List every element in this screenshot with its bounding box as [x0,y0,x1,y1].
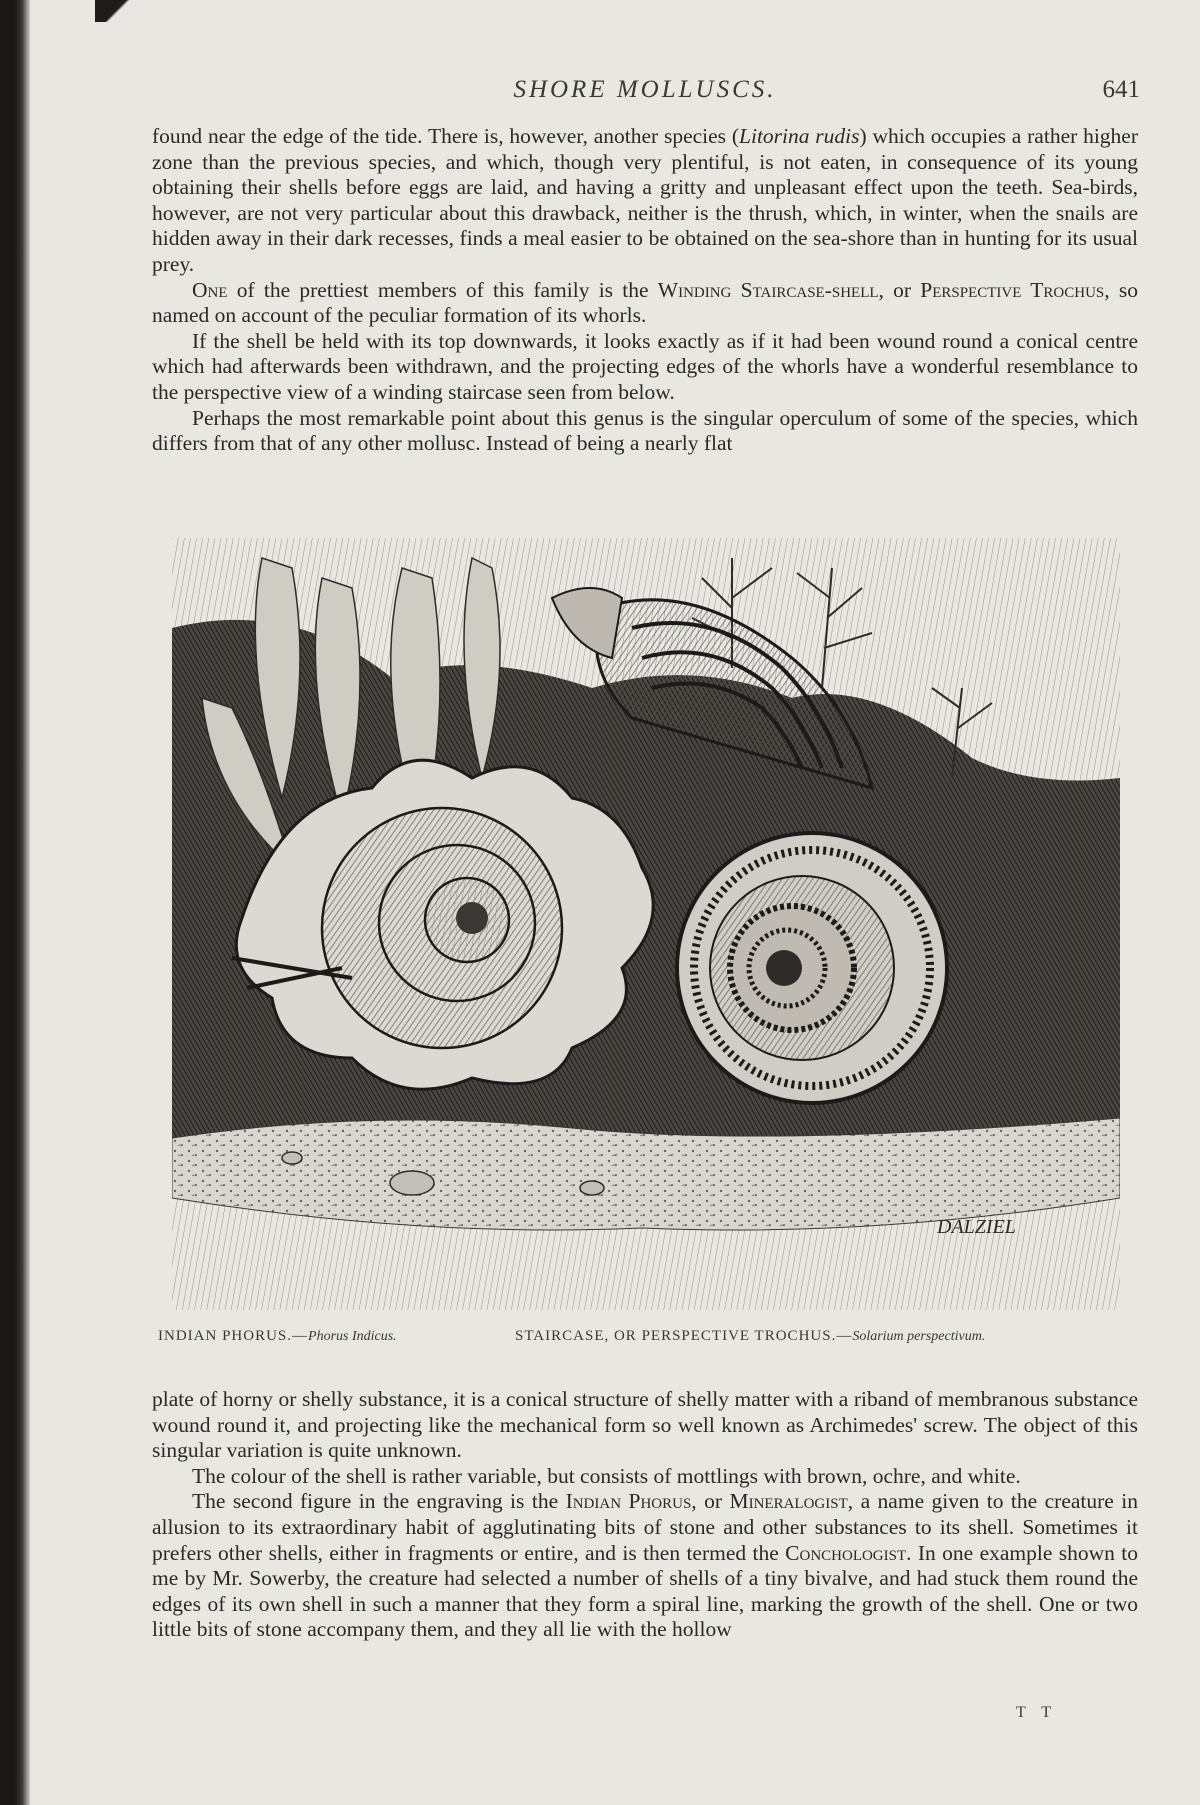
page-binding-edge [0,0,30,1805]
page-header [150,76,1140,112]
paragraph: The second figure in the engraving is the Indian Phorus, or Mineralogist, a name given to the creature in allusion to its extraordinary habit of agglutinating bits of stone and other substances to its shell. Sometimes it prefers other shells, either in fragments or entire, and is then termed the Conchologist. In one example shown to me by Mr. Sowerby, the creature had selected a number of shells of a tiny bivalve, and had stuck them round the edges of its own shell in such a manner that they form a spiral line, marking the growth of the shell. One or two little bits of stone accompany them, and they all lie with the hollow [152,1489,1139,1642]
caption-left: INDIAN PHORUS.—Phorus Indicus. [158,1328,397,1344]
common-name: Conchologist [785,1540,907,1565]
page-number: 641 [1102,76,1140,103]
paragraph: plate of horny or shelly substance, it is a conical structure of shelly matter with a riband of membranous substance wound round it, and projecting like the mechanical form so well known as Archimedes' screw. The object of this singular variation is quite unknown. [152,1387,1138,1463]
running-title: SHORE MOLLUSCS. [513,76,777,103]
paragraph: found near the edge of the tide. There is, however, another species (Litorina rudis) which occupies a rather higher zone than the previous species, and which, though very plentiful, is not eaten, in consequence of its young obtaining their shells before eggs are laid, and having a gritty and unpleasant effect upon the teeth. Sea-birds, however, are not very particular about this drawback, neither is the thrush, which, in winter, when the snails are hidden away in their dark recesses, finds a meal easier to be obtained on the sea-shore than in hunting for its usual prey. [152,124,1138,276]
common-name: Winding Staircase-shell [657,277,879,302]
engraving-illustration [172,538,1120,1310]
paragraph: Perhaps the most remarkable point about this genus is the singular operculum of some of the species, which differs from that of any other mollusc. Instead of being a nearly flat [152,405,1138,456]
paragraph: One of the prettiest members of this family is the Winding Staircase-shell, or Perspective Trochus, so named on account of the peculiar formation of its whorls. [152,277,1138,328]
engraver-signature: DALZIEL [937,1216,1016,1238]
paragraph: If the shell be held with its top downwards, it looks exactly as if it had been wound round a conical centre which had afterwards been withdrawn, and the projecting edges of the whorls have a wonderful resemblance to the perspective view of a winding staircase seen from below. [152,328,1138,404]
staircase-trochus-shell [677,833,947,1103]
engraving-svg [172,538,1120,1310]
printer-signature-mark: T T [1016,1704,1057,1721]
common-name: Mineralogist [729,1489,848,1514]
paragraph: The colour of the shell is rather variable, but consists of mottlings with brown, ochre, and white. [192,1463,1021,1488]
species-name: Litorina rudis [739,124,860,148]
caption-left-binomial: Phorus Indicus. [308,1329,397,1344]
page-torn-corner [95,0,143,22]
caption-right-binomial: Solarium perspectivum. [852,1329,986,1344]
body-text-bottom [152,1387,1138,1643]
seabed [172,1118,1120,1230]
caption-right: STAIRCASE, OR PERSPECTIVE TROCHUS.—Solarium perspectivum. [515,1328,986,1344]
common-name: Perspective Trochus [920,277,1105,302]
body-text-top [152,124,1138,457]
common-name: Indian Phorus [565,1489,692,1514]
figure-caption [158,1328,1118,1352]
